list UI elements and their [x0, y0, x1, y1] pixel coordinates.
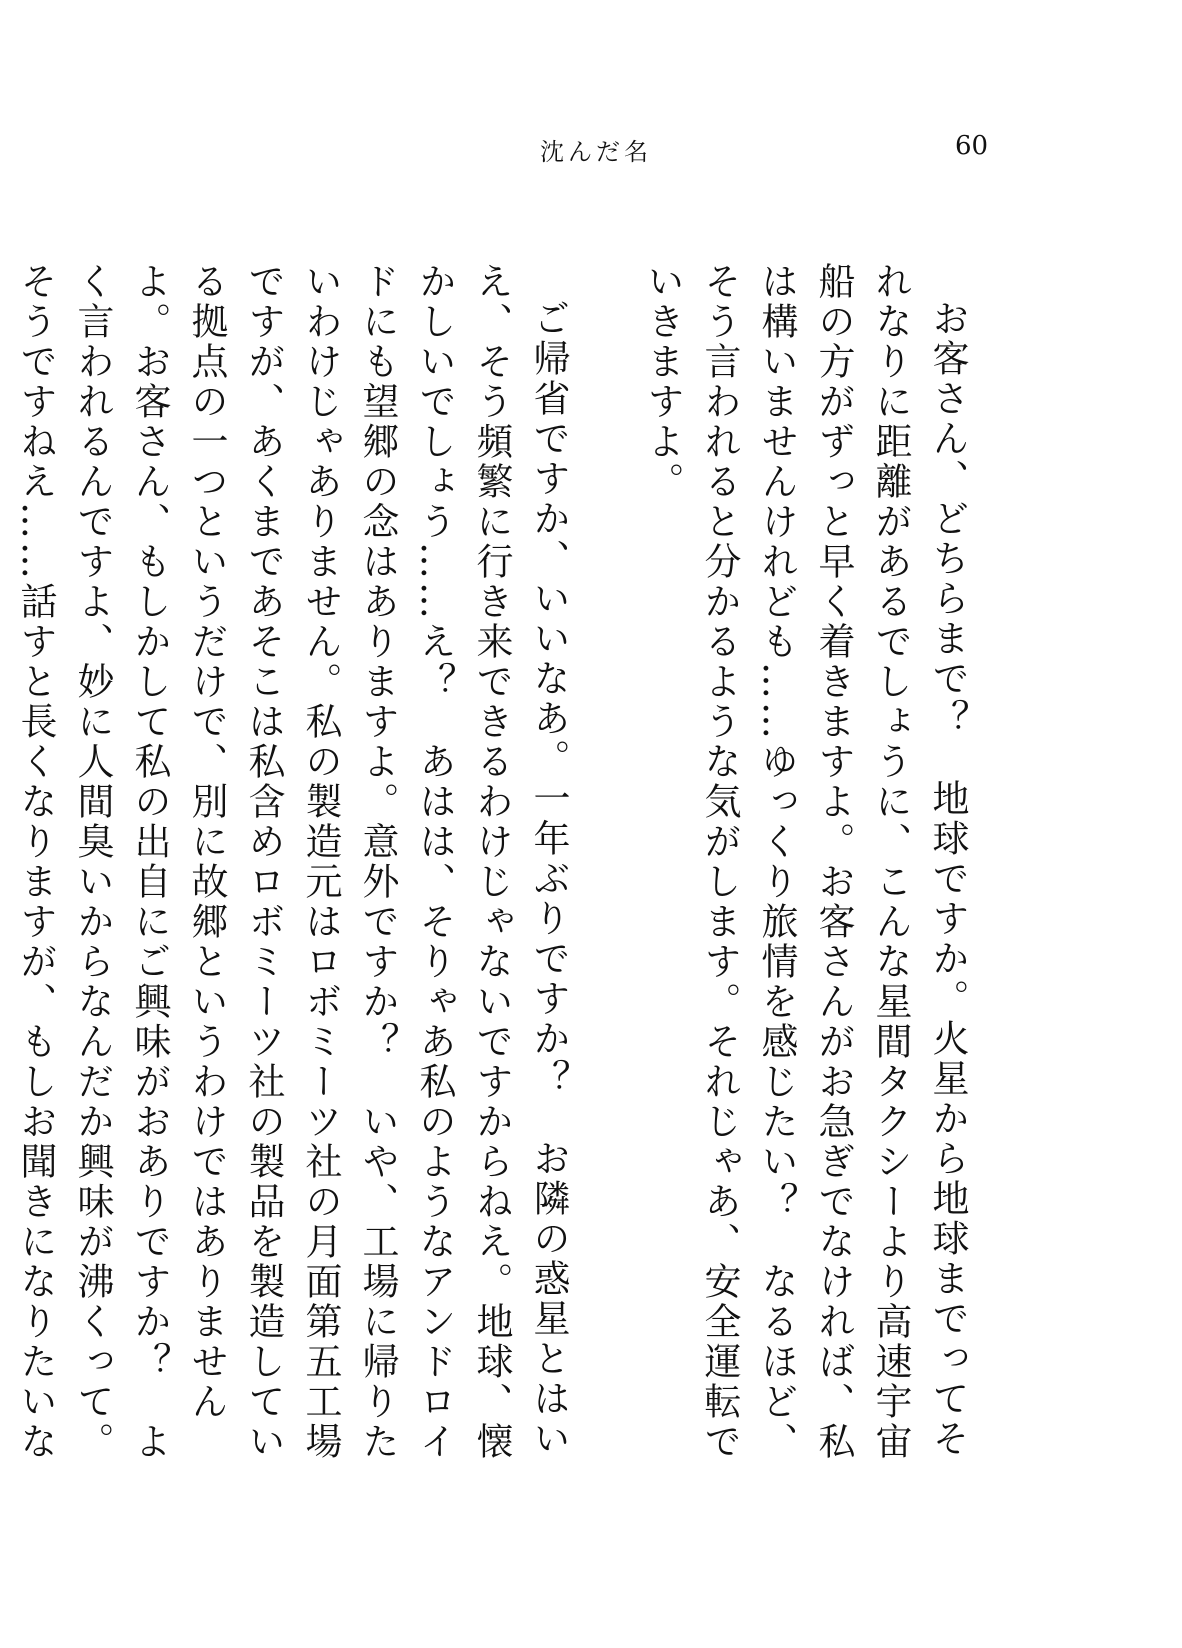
body-text	[0, 262, 976, 1482]
running-header-title: 沈んだ名	[540, 138, 652, 166]
page-number: 60	[955, 131, 989, 161]
paragraph: お客さん、どちらまで？ 地球ですか。火星から地球までってそれなりに距離があるでしょうに、こんな星間タクシーより高速宇宙船の方がずっと早く着きますよ。お客さんがお急ぎでなければ、私は構いませんけれども……ゆっくり旅情を感じたい？ なるほど、そう言われると分かるような気がします。それじゃあ、安全運転でいきますよ。	[641, 262, 969, 1462]
paragraph: ご帰省ですか、いいなあ。一年ぶりですか？ お隣の惑星とはいえ、そう頻繁に行き来できるわけじゃないですからねえ。地球、懐かしいでしょう……え？ あはは、そりゃあ私のようなアンドロイドにも望郷の念はありますよ。意外ですか？ いや、工場に帰りたいわけじゃありません。私の製造元はロボミーツ社の月面第五工場ですが、あくまであそこは私含めロボミーツ社の製品を製造している拠点の一つというだけで、別に故郷というわけではありませんよ。お客さん、もしかして私の出自にご興味がおありですか？ よく言われるんですよ、妙に人間臭いからなんだか興味が沸くって。そうですねえ……話すと長くなりますが、もしお聞きになりたいな	[14, 262, 570, 1462]
